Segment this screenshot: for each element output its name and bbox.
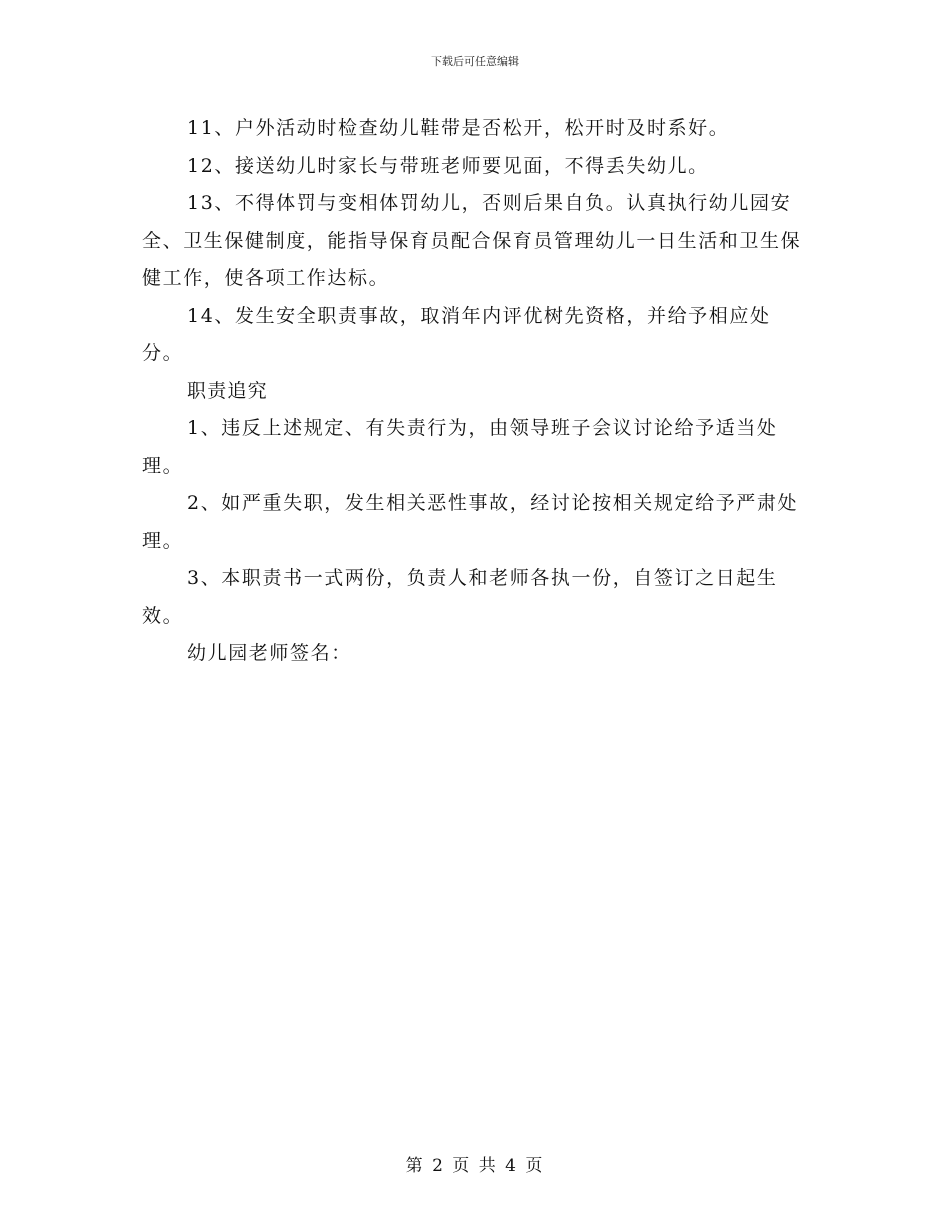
signature-line: 幼儿园老师签名： xyxy=(187,642,352,664)
document-body xyxy=(142,110,806,673)
footer-prefix: 第 xyxy=(405,1156,425,1176)
footer-total-pages: 4 xyxy=(505,1156,518,1176)
paragraph-item-14: 14、发生安全职责事故，取消年内评优树先资格，并给予相应处分。 xyxy=(142,304,771,364)
footer-current-page: 2 xyxy=(432,1156,445,1176)
section-heading: 职责追究 xyxy=(187,379,268,402)
paragraph-item-11: 11、户外活动时检查幼儿鞋带是否松开，松开时及时系好。 xyxy=(187,117,730,139)
accountability-item-3: 3、本职责书一式两份，负责人和老师各执一份，自签订之日起生效。 xyxy=(142,567,778,627)
header-note: 下载后可任意编辑 xyxy=(431,55,519,68)
footer-suffix: 页 xyxy=(525,1156,545,1176)
footer-middle: 页 共 xyxy=(452,1156,498,1176)
accountability-item-2: 2、如严重失职，发生相关恶性事故，经讨论按相关规定给予严肃处理。 xyxy=(142,492,799,552)
paragraph-item-13: 13、不得体罚与变相体罚幼儿，否则后果自负。认真执行幼儿园安全、卫生保健制度，能指导保育员配合保育员管理幼儿一日生活和卫生保健工作，使各项工作达标。 xyxy=(142,192,802,289)
paragraph-item-12: 12、接送幼儿时家长与带班老师要见面，不得丢失幼儿。 xyxy=(187,154,709,177)
page-footer xyxy=(0,1154,950,1178)
accountability-item-1: 1、违反上述规定、有失责行为，由领导班子会议讨论给予适当处理。 xyxy=(142,417,778,477)
